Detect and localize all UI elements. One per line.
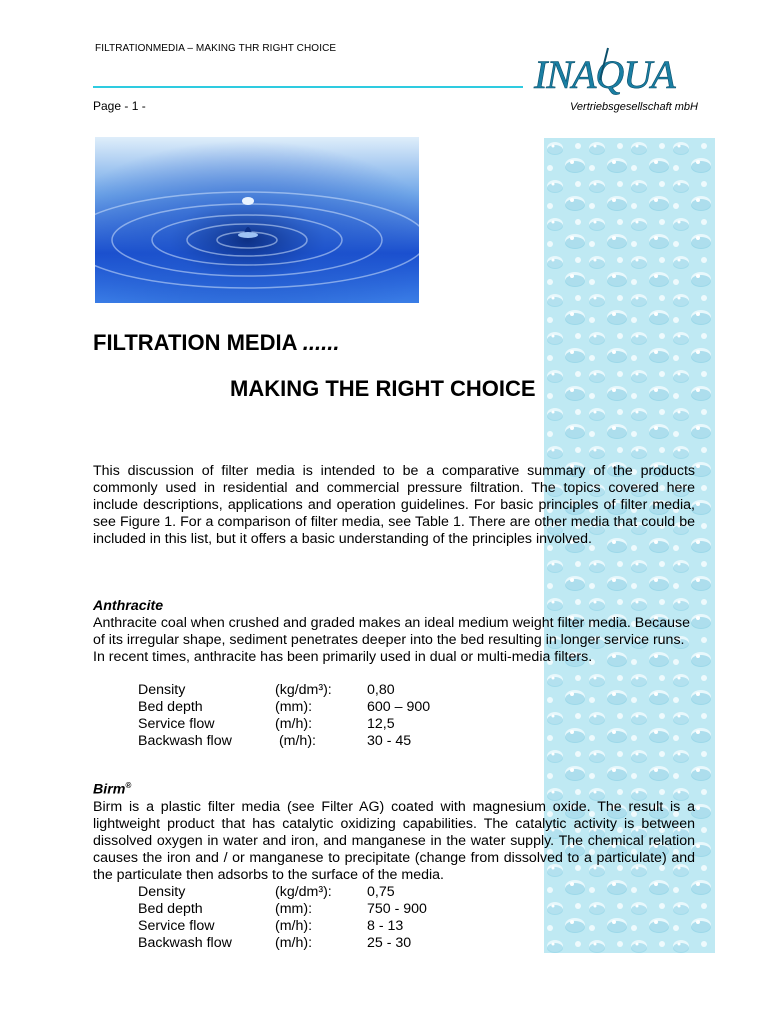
spec-value: 12,5 — [367, 716, 395, 732]
spec-row — [138, 699, 538, 716]
spec-label: Service flow — [138, 918, 215, 934]
spec-label: Density — [138, 884, 186, 900]
spec-value: 0,75 — [367, 884, 395, 900]
water-drop-photo — [95, 137, 419, 303]
intro-paragraph: This discussion of filter media is intended to be a comparative summary of the products commonly used in residential and commercial pressure filtration. The topics covered here include descriptions, applications and operation guidelines. For basic principles of filter media, see Figure 1. For a comparison of filter media, see Table 1. There are other media that could be included in this list, but it offers a basic understanding of the principles involved. — [93, 463, 695, 547]
page-title — [93, 330, 339, 356]
title-ellipsis: ...... — [302, 330, 340, 355]
spec-value: 750 - 900 — [367, 901, 427, 917]
anthracite-heading: Anthracite — [93, 598, 164, 614]
spec-row — [138, 884, 538, 901]
birm-heading — [93, 781, 131, 798]
spec-value: 25 - 30 — [367, 935, 412, 951]
logo-subtitle: Vertriebsgesellschaft mbH — [570, 101, 698, 113]
birm-paragraph: Birm is a plastic filter media (see Filter AG) coated with magnesium oxide. The result is a lightweight product that has catalytic oxidizing capabilities. The catalytic activity is between dissolved oxygen in water and iron, and manganese in the water supply. The chemical relation causes the iron and / or manganese to precipitate (change from dissolved to a particulate) and the particulate then adsorbs to the surface of the media. — [93, 799, 695, 883]
spec-label: Service flow — [138, 716, 215, 732]
spec-unit: (mm): — [275, 699, 313, 715]
spec-value: 30 - 45 — [367, 733, 412, 749]
spec-row — [138, 716, 538, 733]
birm-heading-text: Birm — [93, 781, 126, 798]
spec-label: Backwash flow — [138, 733, 232, 749]
spec-unit: (m/h): — [275, 935, 313, 951]
header-rule — [93, 86, 523, 88]
spec-unit: (kg/dm³): — [275, 682, 332, 698]
spec-unit: (m/h): — [275, 716, 313, 732]
anthracite-paragraph: Anthracite coal when crushed and graded makes an ideal medium weight filter media. Because of its irregular shape, sediment penetrates deeper into the bed resulting in longer service runs. In recent times, anthracite has been primarily used in dual or multi-media filters. — [93, 615, 690, 665]
spec-label: Bed depth — [138, 699, 203, 715]
spec-row — [138, 901, 538, 918]
spec-unit: (m/h): — [275, 918, 313, 934]
birm-specs — [138, 884, 538, 952]
spec-unit: (mm): — [275, 901, 313, 917]
spec-unit: (m/h): — [275, 733, 316, 749]
spec-value: 600 – 900 — [367, 699, 431, 715]
registered-mark: ® — [125, 781, 132, 790]
inaqua-logo — [530, 40, 710, 118]
title-main: FILTRATION MEDIA — [93, 330, 297, 355]
spec-label: Backwash flow — [138, 935, 232, 951]
spec-label: Bed depth — [138, 901, 203, 917]
spec-value: 0,80 — [367, 682, 395, 698]
spec-label: Density — [138, 682, 186, 698]
anthracite-specs — [138, 682, 538, 750]
logo-wordmark: INAQUA — [534, 52, 675, 97]
spec-row — [138, 682, 538, 699]
page-number: Page - 1 - — [93, 99, 146, 113]
spec-unit: (kg/dm³): — [275, 884, 332, 900]
page-subtitle: MAKING THE RIGHT CHOICE — [230, 376, 536, 401]
spec-row — [138, 733, 538, 750]
spec-value: 8 - 13 — [367, 918, 404, 934]
spec-row — [138, 918, 538, 935]
running-header: FILTRATIONMEDIA – MAKING THR RIGHT CHOICE — [95, 43, 337, 54]
spec-row — [138, 935, 538, 952]
